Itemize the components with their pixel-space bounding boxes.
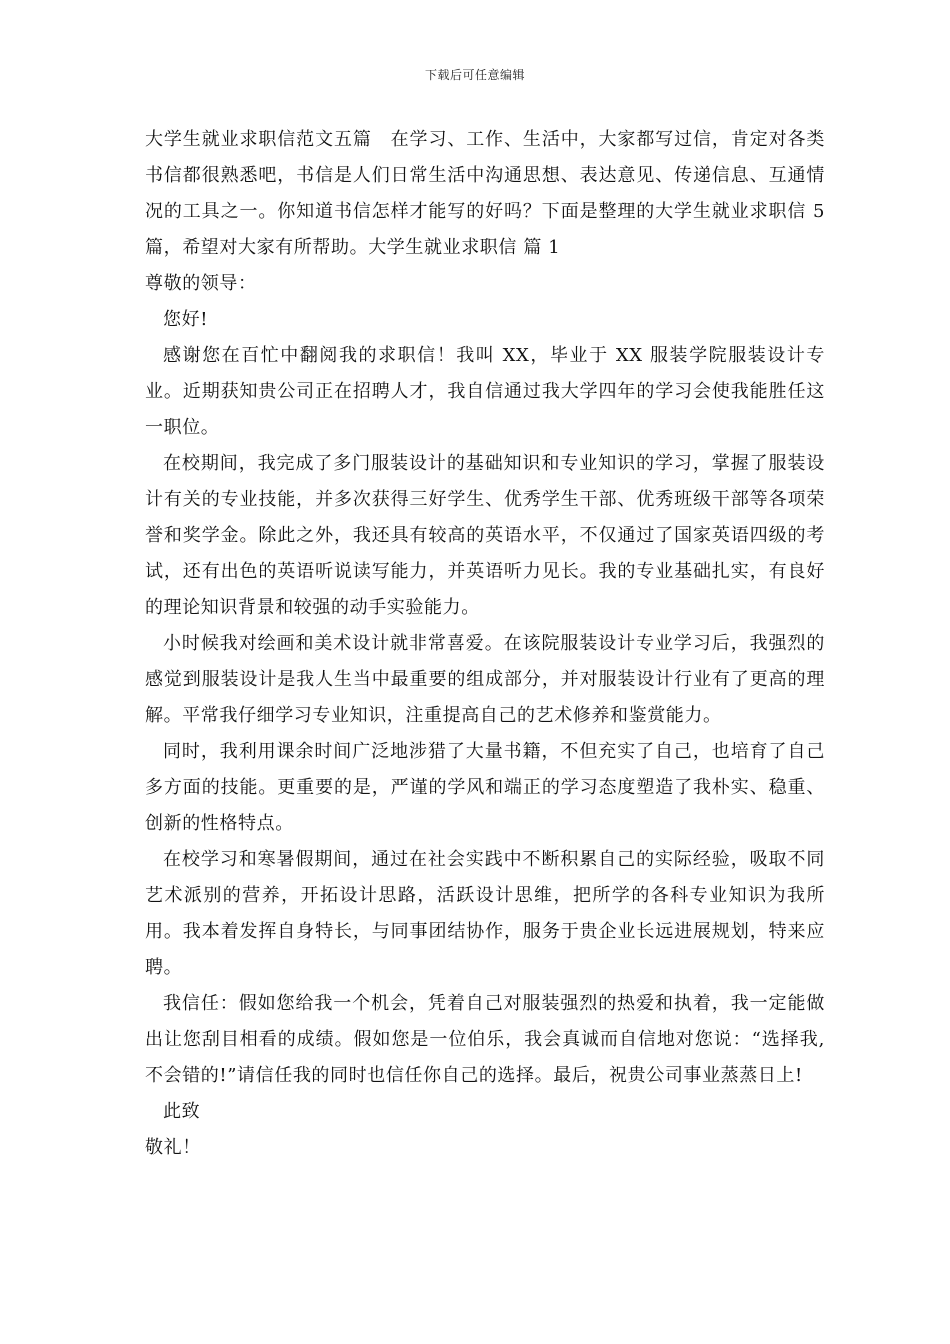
paragraph: 感谢您在百忙中翻阅我的求职信！我叫 XX，毕业于 XX 服装学院服装设计专业。近期获知贵公司正在招聘人才，我自信通过我大学四年的学习会使我能胜任这一职位。	[145, 345, 825, 438]
regards: 敬礼！	[145, 1137, 201, 1158]
salutation: 尊敬的领导：	[145, 273, 257, 294]
paragraph: 在校期间，我完成了多门服装设计的基础知识和专业知识的学习，掌握了服装设计有关的专业技能，并多次获得三好学生、优秀学生干部、优秀班级干部等各项荣誉和奖学金。除此之外，我还具有较高的英语水平，不仅通过了国家英语四级的考试，还有出色的英语听说读写能力，并英语听力见长。我的专业基础扎实，有良好的理论知识背景和较强的动手实验能力。	[145, 453, 825, 618]
paragraph: 在校学习和寒暑假期间，通过在社会实践中不断积累自己的实际经验，吸取不同艺术派别的营养，开拓设计思路，活跃设计思维，把所学的各科专业知识为我所用。我本着发挥自身特长，与同事团结协作，服务于贵企业长远进展规划，特来应聘。	[145, 849, 825, 978]
closing: 此致	[163, 1101, 201, 1122]
page-header: 下载后可任意编辑	[424, 68, 525, 82]
intro-paragraph: 大学生就业求职信范文五篇 在学习、工作、生活中，大家都写过信，肯定对各类书信都很熟悉吧，书信是人们日常生活中沟通思想、表达意见、传递信息、互通情况的工具之一。你知道书信怎样才能写的好吗？下面是整理的大学生就业求职信 5 篇，希望对大家有所帮助。大学生就业求职信 篇 1	[145, 129, 825, 258]
paragraph: 同时，我利用课余时间广泛地涉猎了大量书籍，不但充实了自己，也培育了自己多方面的技能。更重要的是，严谨的学风和端正的学习态度塑造了我朴实、稳重、创新的性格特点。	[145, 741, 825, 834]
paragraph: 小时候我对绘画和美术设计就非常喜爱。在该院服装设计专业学习后，我强烈的感觉到服装设计是我人生当中最重要的组成部分，并对服装设计行业有了更高的理解。平常我仔细学习专业知识，注重提高自己的艺术修养和鉴赏能力。	[145, 633, 825, 726]
greeting: 您好!	[163, 309, 209, 330]
paragraph: 我信任：假如您给我一个机会，凭着自己对服装强烈的热爱和执着，我一定能做出让您刮目相看的成绩。假如您是一位伯乐，我会真诚而自信地对您说：“选择我,不会错的!”请信任我的同时也信任你自己的选择。最后，祝贵公司事业蒸蒸日上!	[145, 993, 825, 1086]
letter-body	[145, 122, 825, 1166]
